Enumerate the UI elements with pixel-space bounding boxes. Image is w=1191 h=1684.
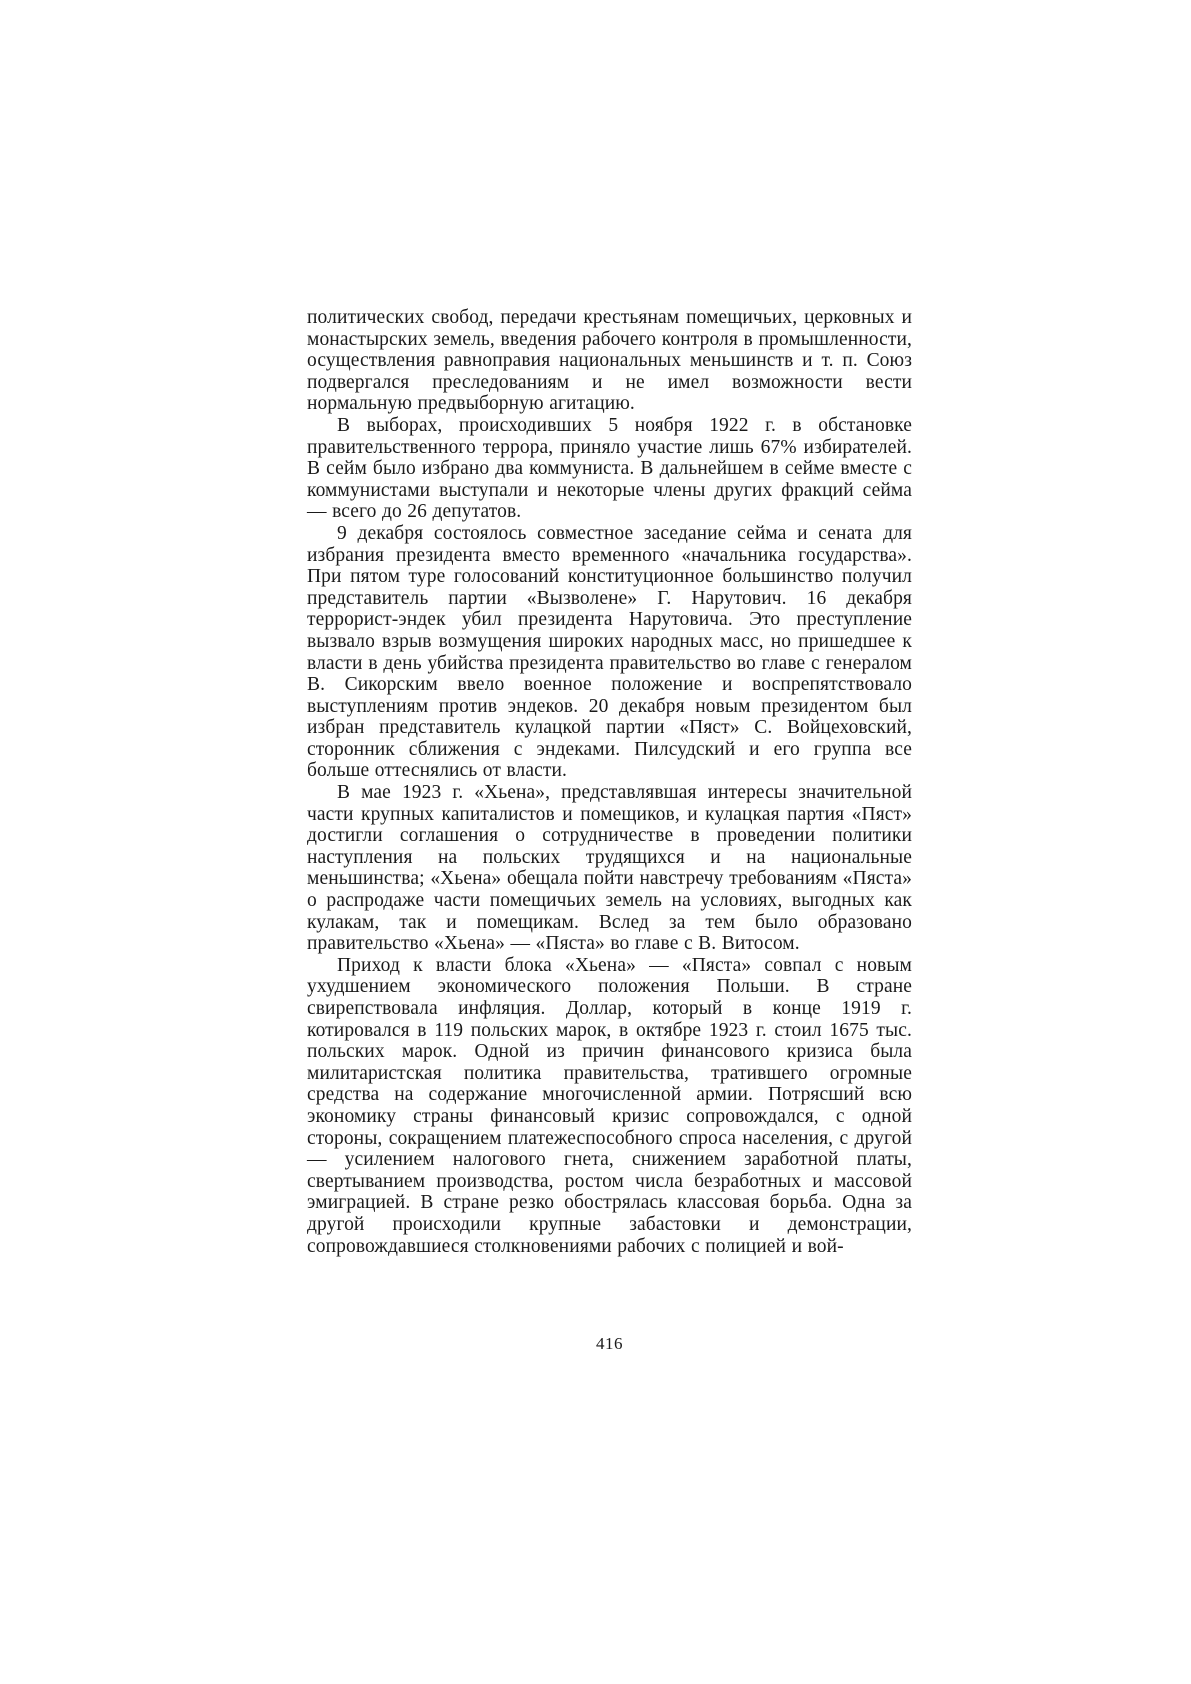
paragraph-4: В мае 1923 г. «Хьена», представлявшая интересы значительной части крупных капиталистов и помещиков, и кулацкая партия «Пяст» достигли соглашения о сотрудничестве в проведении политики наступления на польских трудящихся и на национальные меньшинства; «Хьена» обещала пойти навстречу требованиям «Пяста» о распродаже части помещичьих земель на условиях, выгодных как кулакам, так и помещикам. Вслед за тем было образовано правительство «Хьена» — «Пяста» во главе с В. Витосом. bbox=[307, 782, 912, 955]
paragraph-1: политических свобод, передачи крестьянам помещичьих, церковных и монастырских земель, введения рабочего контроля в промышленности, осуществления равноправия национальных меньшинств и т. п. Союз подвергался преследованиям и не имел возможности вести нормальную предвыборную агитацию. bbox=[307, 307, 912, 415]
paragraph-2: В выборах, происходивших 5 ноября 1922 г. в обстановке правительственного террора, приняло участие лишь 67% избирателей. В сейм было избрано два коммуниста. В дальнейшем в сейме вместе с коммунистами выступали и некоторые члены других фракций сейма — всего до 26 депутатов. bbox=[307, 414, 912, 523]
page-number: 416 bbox=[596, 1334, 623, 1353]
book-page bbox=[307, 307, 912, 1353]
paragraph-5: Приход к власти блока «Хьена» — «Пяста» совпал с новым ухудшением экономического положения Польши. В стране свирепствовала инфляция. Доллар, который в конце 1919 г. котировался в 119 польских марок, в октябре 1923 г. стоил 1675 тыс. польских марок. Одной из причин финансового кризиса была милитаристская политика правительства, тратившего огромные средства на содержание многочисленной армии. Потрясший всю экономику страны финансовый кризис сопровождался, с одной стороны, сокращением платежеспособного спроса населения, с другой — усилением налогового гнета, снижением заработной платы, свертыванием производства, ростом числа безработных и массовой эмиграцией. В стране резко обострялась классовая борьба. Одна за другой происходили крупные забастовки и демонстрации, сопровождавшиеся столкновениями рабочих с полицией и вой- bbox=[307, 954, 912, 1257]
paragraph-3: 9 декабря состоялось совместное заседание сейма и сената для избрания президента вместо временного «начальника государства». При пятом туре голосований конституционное большинство получил представитель партии «Вызволене» Г. Нарутович. 16 декабря террорист-эндек убил президента Нарутовича. Это преступление вызвало взрыв возмущения широких народных масс, но пришедшее к власти в день убийства президента правительство во главе с генералом В. Сикорским ввело военное положение и воспрепятствовало выступлениям против эндеков. 20 декабря новым президентом был избран представитель кулацкой партии «Пяст» С. Войцеховский, сторонник сближения с эндеками. Пилсудский и его группа все больше оттеснялись от власти. bbox=[307, 522, 912, 782]
body-text bbox=[307, 307, 912, 1257]
